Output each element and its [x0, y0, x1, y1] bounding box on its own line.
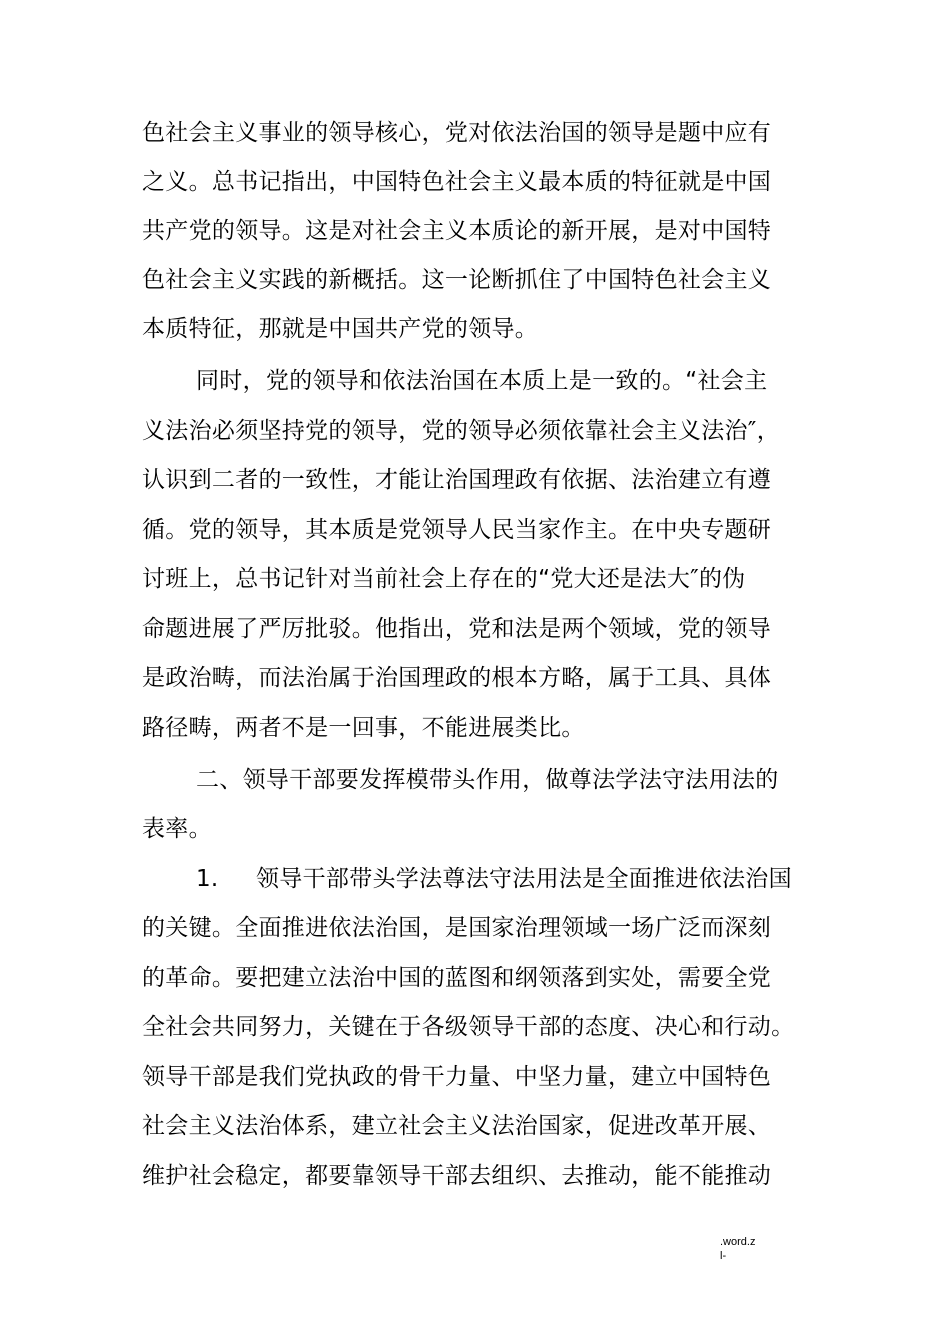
footer-text: l- [720, 1250, 727, 1262]
paragraph-start-line: 同时，党的领导和依法治国在本质上是一致的。“社会主 [196, 368, 768, 394]
text-line: 义法治必须坚持党的领导，党的领导必须依靠社会主义法治″， [142, 418, 780, 444]
text-line: 循。党的领导，其本质是党领导人民当家作主。在中央专题研 [142, 517, 772, 543]
text-line: 路径畴，两者不是一回事，不能进展类比。 [142, 715, 585, 741]
text-line: 领导干部是我们党执政的骨干力量、中坚力量，建立中国特色 [142, 1064, 772, 1090]
text-line: 之义。总书记指出，中国特色社会主义最本质的特征就是中国 [142, 169, 772, 195]
text-line: 全社会共同努力，关键在于各级领导干部的态度、决心和行动。 [142, 1014, 795, 1040]
text-line: 命题进展了严厉批驳。他指出，党和法是两个领域，党的领导 [142, 616, 772, 642]
footer-text: .word.z [720, 1236, 756, 1248]
text-line: 色社会主义实践的新概括。这一论断抓住了中国特色社会主义 [142, 267, 772, 293]
text-line: 色社会主义事业的领导核心，党对依法治国的领导是题中应有 [142, 120, 772, 146]
item-number: 1. [196, 866, 219, 892]
text-line: 共产党的领导。这是对社会主义本质论的新开展，是对中国特 [142, 218, 772, 244]
item-text: 领导干部带头学法尊法守法用法是全面推进依法治国 [256, 866, 792, 892]
section-heading-line: 二、领导干部要发挥模带头作用，做尊法学法守法用法的 [196, 767, 779, 793]
text-line: 讨班上，总书记针对当前社会上存在的“党大还是法大″的伪 [142, 566, 746, 592]
text-line: 的关键。全面推进依法治国，是国家治理领域一场广泛而深刻 [142, 915, 772, 941]
text-line: 的革命。要把建立法治中国的蓝图和纲领落到实处，需要全党 [142, 965, 772, 991]
text-line: 维护社会稳定，都要靠领导干部去组织、去推动，能不能推动 [142, 1163, 772, 1189]
text-line: 本质特征，那就是中国共产党的领导。 [142, 316, 539, 342]
text-line: 社会主义法治体系，建立社会主义法治国家，促进改革开展、 [142, 1113, 772, 1139]
section-heading-line: 表率。 [142, 816, 212, 842]
text-line: 是政治畴，而法治属于治国理政的根本方略，属于工具、具体 [142, 665, 772, 691]
numbered-item-line [196, 864, 792, 894]
text-line: 认识到二者的一致性，才能让治国理政有依据、法治建立有遵 [142, 467, 772, 493]
